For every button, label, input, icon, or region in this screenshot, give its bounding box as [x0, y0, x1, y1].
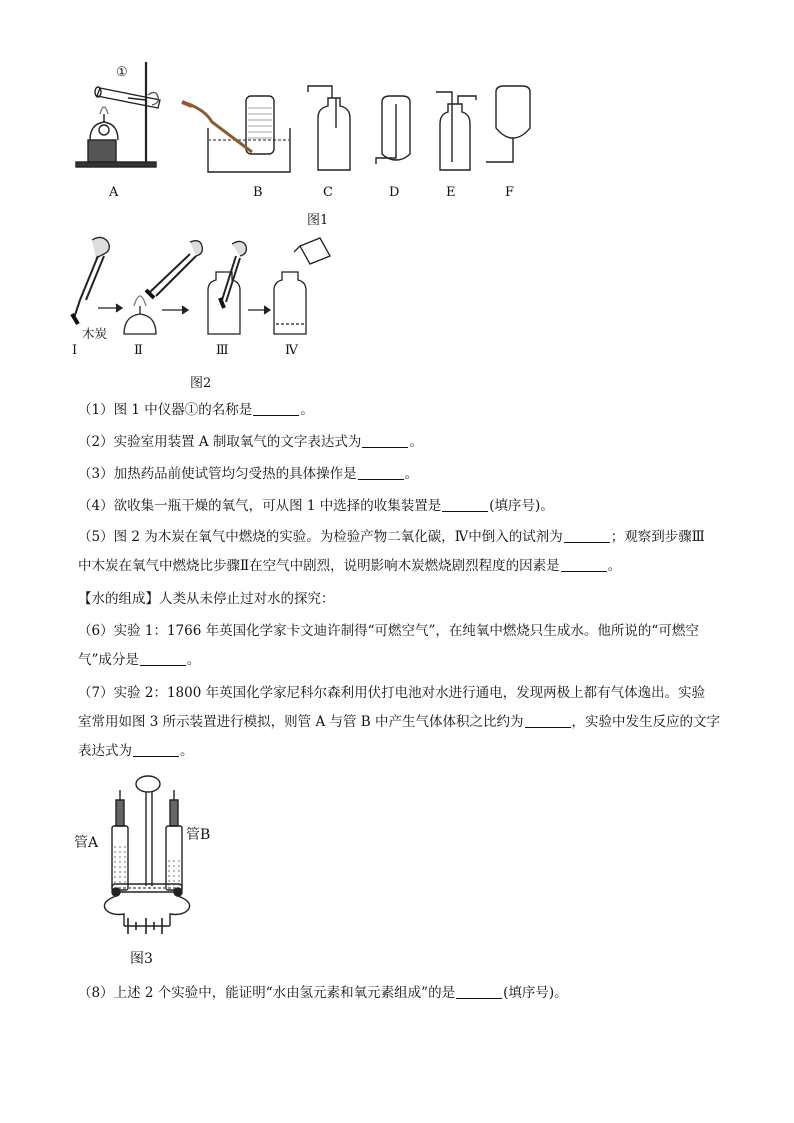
figure1-caption: 图1: [307, 213, 329, 228]
question-4-tail: (填序号)。: [489, 498, 554, 514]
figure1-label-b: B: [253, 185, 263, 200]
figure1-label-f: F: [505, 185, 515, 200]
question-7-text-2: 室常用如图 3 所示装置进行模拟，则管 A 与管 B 中产生气体体积之比约为: [78, 714, 524, 730]
figure3-tube-b-label: 管B: [186, 827, 211, 843]
question-8: [78, 983, 568, 1003]
question-8-text: （8）上述 2 个实验中，能证明“水由氢元素和氧元素组成”的是: [78, 985, 456, 1001]
figure2-caption: 图2: [190, 376, 212, 391]
question-7-text: （7）实验 2：1800 年英国化学家尼科尔森利用伏打电池对水进行通电，发现两极上都有气体逸出。实验: [78, 685, 706, 701]
question-7-text-3: 表达式为: [78, 743, 132, 759]
answer-blank-8[interactable]: [456, 984, 502, 999]
figure2-step-2: Ⅱ: [134, 343, 143, 358]
question-5-tail: 。: [607, 558, 622, 574]
figure1-marker: ①: [116, 65, 128, 80]
question-1-tail: 。: [300, 402, 314, 418]
question-3-tail: 。: [404, 466, 419, 482]
figure3-caption: 图3: [130, 951, 153, 967]
question-3-text: （3）加热药品前使试管均匀受热的具体操作是: [78, 466, 357, 482]
question-5-text: （5）图 2 为木炭在氧气中燃烧的实验。为检验产物二氧化碳，Ⅳ中倒入的试剂为: [78, 529, 563, 545]
question-6-text: （6）实验 1：1766 年英国化学家卡文迪许制得“可燃空气”，在纯氧中燃烧只生成水。他所说的“可燃空: [78, 623, 699, 639]
question-6-tail: 。: [186, 652, 201, 668]
figure1-label-d: D: [389, 185, 400, 200]
question-7-mid: ，实验中发生反应的文字: [571, 714, 721, 730]
figure2-charcoal-label: 木炭: [82, 326, 108, 341]
question-5-text-2: 中木炭在氧气中燃烧比步骤Ⅱ在空气中剧烈，说明影响木炭燃烧剧烈程度的因素是: [78, 558, 560, 574]
question-2-tail: 。: [409, 434, 423, 450]
figure1-label-e: E: [446, 185, 456, 200]
question-1-text: （1）图 1 中仪器①的名称是: [78, 402, 253, 418]
question-6-text-2: 气”成分是: [78, 652, 139, 668]
question-8-tail: (填序号)。: [503, 985, 568, 1001]
question-4-text: （4）欲收集一瓶干燥的氧气，可从图 1 中选择的收集装置是: [78, 498, 442, 514]
figure2-step-4: Ⅳ: [285, 343, 298, 358]
figure1-label-c: C: [323, 185, 333, 200]
question-5-mid: ；观察到步骤Ⅲ: [610, 529, 705, 545]
figure2-step-1: Ⅰ: [72, 343, 78, 358]
question-2-text: （2）实验室用装置 A 制取氧气的文字表达式为: [78, 434, 362, 450]
figure1-label-a: A: [109, 185, 119, 200]
figure3-tube-a-label: 管A: [74, 835, 99, 851]
figure2-step-3: Ⅲ: [216, 343, 229, 358]
question-7-tail: 。: [180, 743, 194, 759]
section-heading-text: 【水的组成】人类从未停止过对水的探究：: [78, 591, 335, 607]
